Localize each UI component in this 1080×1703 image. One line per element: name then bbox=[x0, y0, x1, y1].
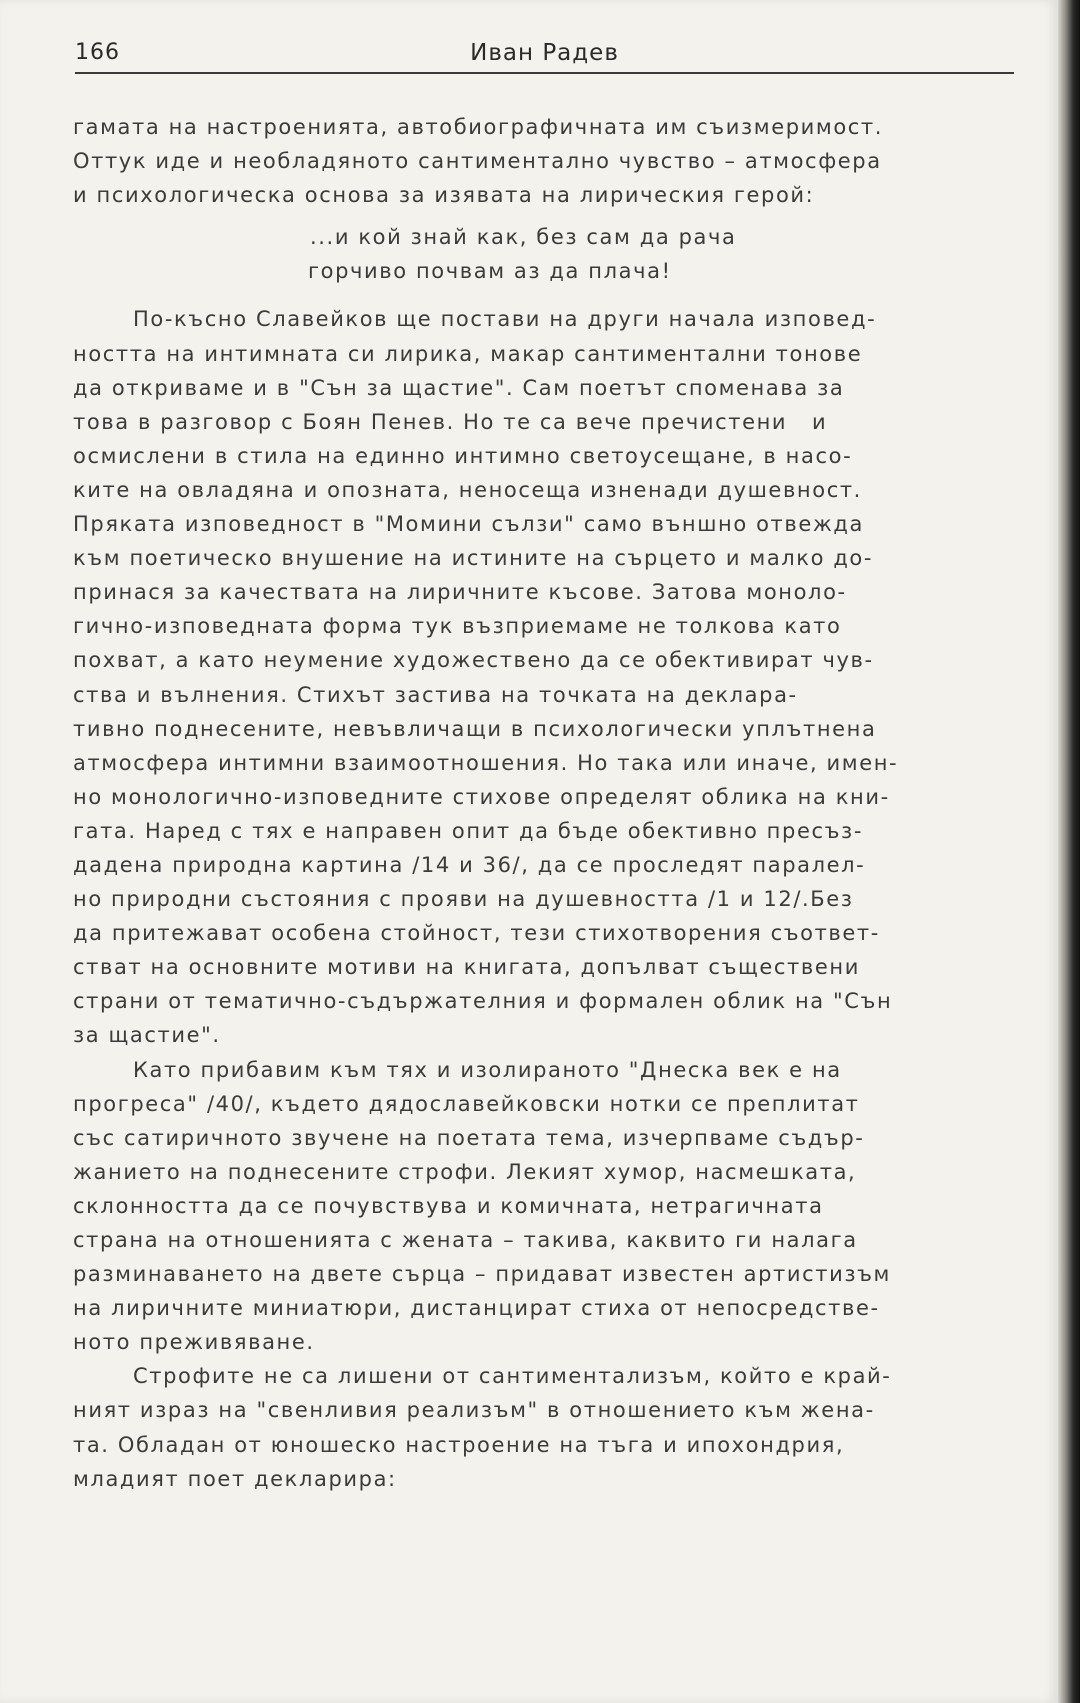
text-line: на лиричните миниатюри, дистанцират стиха от непосредстве- bbox=[73, 1296, 880, 1321]
text-line: това в разговор с Боян Пенев. Но те са вече пречистени и bbox=[73, 409, 828, 434]
book-binding-edge bbox=[1058, 0, 1080, 1703]
text-line: но монологично-изповедните стихове определят облика на кни- bbox=[73, 784, 890, 809]
text-line: По-късно Славейков ще постави на други начала изповед- bbox=[133, 307, 877, 332]
verse-line: ...и кой знай как, без сам да рача bbox=[310, 225, 737, 250]
text-line: осмислени в стила на единно интимно светоусещане, в насо- bbox=[73, 443, 853, 468]
text-line: стват на основните мотиви на книгата, допълват съществени bbox=[73, 955, 860, 980]
text-line: за щастие". bbox=[73, 1023, 221, 1048]
text-line: и психологическа основа за изявата на лирическия герой: bbox=[73, 183, 815, 208]
text-line: да откриваме и в "Сън за щастие". Сам поетът споменава за bbox=[73, 375, 845, 400]
text-line: ното преживяване. bbox=[73, 1330, 315, 1355]
text-line: да притежават особена стойност, тези стихотворения съответ- bbox=[73, 921, 880, 946]
text-line: ността на интимната си лирика, макар сантиментални тонове bbox=[73, 341, 863, 366]
text-line: Като прибавим към тях и изолираното "Днеска век е на bbox=[133, 1057, 842, 1082]
text-line: принася за качествата на лиричните късове. Затова моноло- bbox=[73, 580, 847, 605]
text-line: склонността да се почувствува и комичната, нетрагичната bbox=[73, 1193, 824, 1218]
text-line: ките на овладяна и опозната, неносеща изненади душевност. bbox=[73, 477, 862, 502]
page-header bbox=[75, 40, 1014, 74]
body-text bbox=[73, 110, 1023, 1496]
text-line: Оттук иде и необладяното сантиментално чувство – атмосфера bbox=[73, 149, 882, 174]
text-line: жанието на поднесените строфи. Лекият хумор, насмешката, bbox=[73, 1159, 857, 1184]
text-line: ният израз на "свенливия реализъм" в отношението към жена- bbox=[73, 1398, 875, 1423]
text-line: атмосфера интимни взаимоотношения. Но така или иначе, имен- bbox=[73, 750, 899, 775]
verse-quote bbox=[73, 220, 1023, 288]
text-line: прогреса" /40/, където дядославейковски нотки се преплитат bbox=[73, 1091, 860, 1116]
text-line: тивно поднесените, невъвличащи в психологически уплътнена bbox=[73, 716, 877, 741]
text-line: но природни състояния с прояви на душевността /1 и 12/.Без bbox=[73, 887, 854, 912]
text-line: младият поет декларира: bbox=[73, 1466, 397, 1491]
text-line: със сатиричното звучене на поетата тема, изчерпваме съдър- bbox=[73, 1125, 865, 1150]
text-line: ства и вълнения. Стихът застива на точката на деклара- bbox=[73, 682, 798, 707]
running-head: Иван Радев bbox=[470, 40, 619, 66]
text-line: към поетическо внушение на истините на сърцето и малко до- bbox=[73, 546, 874, 571]
page-number: 166 bbox=[75, 40, 120, 65]
text-line: Строфите не са лишени от сантиментализъм, който е край- bbox=[133, 1364, 892, 1389]
text-line: Пряката изповедност в "Момини сълзи" само външно отвежда bbox=[73, 512, 864, 537]
verse-line: горчиво почвам аз да плача! bbox=[308, 259, 672, 284]
text-line: та. Обладан от юношеско настроение на тъга и ипохондрия, bbox=[73, 1432, 845, 1457]
text-line: страна на отношенията с жената – такива, каквито ги налага bbox=[73, 1228, 858, 1252]
text-line: гамата на настроенията, автобиографичната им съизмеримост. bbox=[73, 115, 884, 139]
text-line: гата. Наред с тях е направен опит да бъде обективно пресъз- bbox=[73, 818, 863, 843]
text-line: похват, а като неумение художествено да се обективират чув- bbox=[73, 648, 874, 673]
text-line: разминаването на двете сърца – придават известен артистизъм bbox=[73, 1262, 891, 1287]
text-line: гично-изповедната форма тук възприемаме не толкова като bbox=[73, 614, 842, 639]
text-line: страни от тематично-съдържателния и формален облик на "Сън bbox=[73, 989, 893, 1014]
text-line: дадена природна картина /14 и 36/, да се проследят паралел- bbox=[73, 852, 866, 877]
